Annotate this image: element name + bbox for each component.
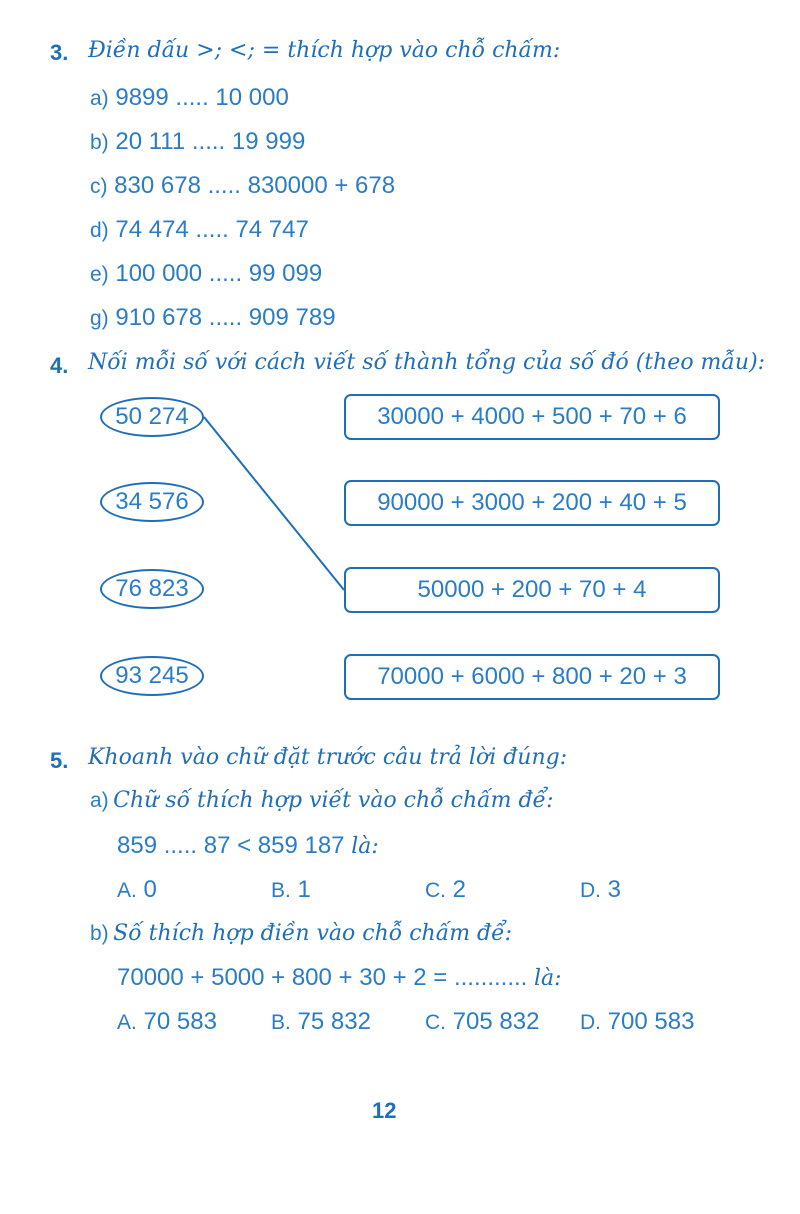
q4-number: 4. <box>50 353 69 378</box>
sum-box-3-text: 50000 + 200 + 70 + 4 <box>417 576 647 603</box>
q5-title: Khoanh vào chữ đặt trước câu trả lời đúng: <box>88 745 568 770</box>
q5a-option-a[interactable] <box>117 876 157 904</box>
sum-box-2[interactable] <box>344 480 720 526</box>
q5b-option-a[interactable] <box>117 1008 217 1036</box>
q5a-expr-suffix: là: <box>351 834 379 859</box>
q3-item-a-text: 9899 ..... 10 000 <box>115 84 289 111</box>
q3-number: 3. <box>50 40 69 65</box>
q5b-expr-suffix: là: <box>534 966 562 991</box>
sum-box-4-text: 70000 + 6000 + 800 + 20 + 3 <box>377 663 687 690</box>
q5a-option-b[interactable] <box>271 876 311 904</box>
q5b-expr: 70000 + 5000 + 800 + 30 + 2 = ........... <box>117 964 528 991</box>
q3-title: Điền dấu >; <; = thích hợp vào chỗ chấm: <box>88 38 561 63</box>
number-oval-3-text: 76 823 <box>115 575 189 602</box>
q5a-label: a) <box>90 789 109 812</box>
q3-item-e-label: e) <box>90 263 109 286</box>
q5a-option-d-value: 3 <box>607 876 622 903</box>
q5a-prompt: Chữ số thích hợp viết vào chỗ chấm để: <box>113 788 554 813</box>
q5b-option-a-letter: A. <box>117 1011 137 1034</box>
example-connector <box>204 417 344 590</box>
q5b-option-d-letter: D. <box>580 1011 601 1034</box>
q3-item-d-label: d) <box>90 219 109 242</box>
q5b-option-d[interactable] <box>580 1008 694 1036</box>
q5-number: 5. <box>50 748 69 773</box>
number-oval-4-text: 93 245 <box>115 662 189 689</box>
sum-box-1-text: 30000 + 4000 + 500 + 70 + 6 <box>377 403 687 430</box>
q5a-expression <box>117 832 379 860</box>
q5a-header <box>90 788 553 813</box>
q5a-option-b-value: 1 <box>297 876 311 903</box>
q5a-option-a-letter: A. <box>117 879 137 902</box>
sum-box-4[interactable] <box>344 654 720 700</box>
q5a-expr: 859 ..... 87 < 859 187 <box>117 832 345 859</box>
q5a-option-d-letter: D. <box>580 879 601 902</box>
q5b-option-c[interactable] <box>425 1008 539 1036</box>
q5b-label: b) <box>90 922 109 945</box>
q3-item-e-text: 100 000 ..... 99 099 <box>115 260 323 287</box>
q5b-header <box>90 921 512 946</box>
q5b-expression <box>117 964 562 992</box>
q5b-option-a-value: 70 583 <box>143 1008 217 1035</box>
q3-item-b-label: b) <box>90 131 109 154</box>
sum-box-1[interactable] <box>344 394 720 440</box>
number-oval-1[interactable] <box>100 397 204 437</box>
number-oval-1-text: 50 274 <box>115 403 189 430</box>
q3-item-g-label: g) <box>90 307 109 330</box>
q5b-option-b[interactable] <box>271 1008 371 1036</box>
q5b-prompt: Số thích hợp điền vào chỗ chấm để: <box>113 921 513 946</box>
q3-item-a-label: a) <box>90 87 109 110</box>
q5a-option-d[interactable] <box>580 876 621 904</box>
q5a-option-c[interactable] <box>425 876 466 904</box>
q5b-option-c-letter: C. <box>425 1011 446 1034</box>
q5a-option-b-letter: B. <box>271 879 291 902</box>
q5b-option-b-value: 75 832 <box>297 1008 371 1035</box>
q4-title: Nối mỗi số với cách viết số thành tổng của số đó (theo mẫu): <box>88 350 766 375</box>
q5b-option-b-letter: B. <box>271 1011 291 1034</box>
sum-box-2-text: 90000 + 3000 + 200 + 40 + 5 <box>377 489 687 516</box>
q5a-option-c-value: 2 <box>452 876 467 903</box>
sum-box-3[interactable] <box>344 567 720 613</box>
q3-item-c-label: c) <box>90 175 108 198</box>
q5a-option-a-value: 0 <box>143 876 157 903</box>
page-number: 12 <box>372 1098 397 1123</box>
q5a-option-c-letter: C. <box>425 879 446 902</box>
number-oval-4[interactable] <box>100 656 204 696</box>
number-oval-2-text: 34 576 <box>115 488 189 515</box>
q3-item-c-text: 830 678 ..... 830000 + 678 <box>114 172 396 199</box>
q5b-option-c-value: 705 832 <box>452 1008 540 1035</box>
q3-item-g-text: 910 678 ..... 909 789 <box>115 304 336 331</box>
q3-item-d-text: 74 474 ..... 74 747 <box>115 216 309 243</box>
q3-item-b-text: 20 111 ..... 19 999 <box>115 128 306 155</box>
number-oval-3[interactable] <box>100 569 204 609</box>
number-oval-2[interactable] <box>100 482 204 522</box>
q5b-option-d-value: 700 583 <box>607 1008 695 1035</box>
